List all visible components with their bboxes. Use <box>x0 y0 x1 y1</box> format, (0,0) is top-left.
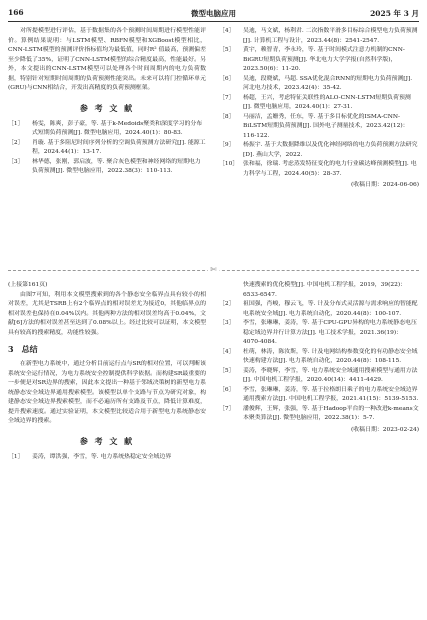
conclusion-paragraph: 对所提模型进行评估，基于数据集的各个预测时间周期进行模型性能评价。算例结果说明：与LSTM模型、RBFN模型和XGBoost模型相比，CNN-LSTM模型的预测评价指标值均为最低值，同时R² 值最高，预测偏差至少降低了35%，证明了CNN-LSTM模型的综合精度最高，性能最好。另外，本文提出的CNN-LSTM模型可以处理各个时间周期内的电力负荷数据，特别针对短期时间周期的负荷预测性能突出。未来可以将门控循环单元(GRU)与CNN相结合，开发出高精度的负荷预测框架。 <box>8 28 206 91</box>
reference-item: ［4］ 吴迪，马文斌，杨利君. 二次指数平滑多目标综合模型电力负荷预测[J]. 计算机工程与设计，2023.44(8)：2541-2547. <box>219 28 418 44</box>
page-number: 166 <box>8 8 24 17</box>
journal-title: 微型电脑应用 <box>191 9 236 18</box>
issue-date: 2025 年 3 月 <box>370 9 419 18</box>
reference-item: ［5］ 黄宇，赖智青，李永玲，等. 基于时间模式注意力机制的CNN-BiGRU短期负荷预测[J]. 华北电力大学学报(自然科学版)，2023.50(6)：11-20. <box>219 47 405 72</box>
reference-list <box>219 27 419 179</box>
received-date: (收稿日期：2024-06-06) <box>350 182 419 188</box>
results-paragraph: 由图7可知，利用本文模型搜索到的各个静态安全临界点具有较小的相对误差，尤其是TSRB上有2个临界点的相对误差尤为接近0，其他临界点的相对误差也保持在0.04%以内。其他两种方法的相对误差均高于0.04%，文献[6]方法的相对误差甚至达到了0.08%以上。经过比较可以证明，本文模型具有较高的搜索精度，功能性较强。 <box>8 291 206 336</box>
bottom-right-column <box>219 281 419 435</box>
reference-item: 快速搜索的优化模型[J]. 中国电机工程学报，2019，39(22)：6533-6547. <box>243 282 407 298</box>
page-header <box>8 8 419 22</box>
reference-item: ［6］ 李雪，张琳琳，姜涛，等. 基于拉格朗日乘子的电力系统安全域边界通用搜索方法[J]. 中国电机工程学报，2021.41(15)：5139-5153. <box>219 386 419 402</box>
references-title: 参 考 文 献 <box>79 435 135 446</box>
reference-item: ［3］ 林华德，张刚，郭启波，等. 聚合灰色模型和神经网络的短期电力负荷预测[J]. 微型电脑应用，2022.38(3)：110-113. <box>8 158 201 174</box>
reference-item: ［1］ 姜涛，谭洪强，李雪，等. 电力系统热稳定安全域边界 <box>8 453 172 460</box>
reference-item: ［9］ 杨振宇. 基于大数据降维以及优化神经网络的电力负荷预测方法研究[D]. 燕山大学，2022. <box>219 142 418 158</box>
reference-item: ［3］ 李雪，张琳琳，姜涛，等. 基于CPU-GPU异构的电力系统静态电压稳定域边界并行计算方法[J]. 电工技术学报，2021.36(19)：4070-4084. <box>219 320 417 345</box>
scissors-icon: ✄ <box>207 265 220 274</box>
continued-note: (上接第161页) <box>8 282 48 288</box>
header-rule <box>8 21 419 22</box>
reference-item: ［7］ 潘俊辉，王辉，张强，等. 基于Hadoop平台的一种改进k-means文本聚类算法[J]. 微型电脑应用，2022.38(1)：5-7. <box>219 405 419 421</box>
reference-item: ［4］ 杜萌，林涛，陈汝斯，等. 计及电网结构参数变化的有功静态安全域快速构建方法[J]. 电力系统自动化，2020.44(8)：108-115. <box>219 348 418 364</box>
reference-list <box>219 281 419 424</box>
reference-item: ［8］ 马丽洁，孟姗秀，任东，等. 基于多目标优化的ISMA-CNN-BiLSTM短期负荷预测[J]. 国外电子测量技术，2023.42(12)：116-122. <box>219 113 409 139</box>
received-date: (收稿日期：2023-02-24) <box>350 426 419 433</box>
reference-item: ［2］ 肖璇. 基于多阻尼时间序列分析的空调负荷预测方法研究[J]. 能源工程，2024.44(1)：13-17. <box>8 139 206 155</box>
reference-item: ［2］ 祖国强，肖峻，穆云飞，等. 计及分布式灵活源与需求响应的智能配电系统安全域[J]. 电力系统自动化，2020.44(8)：100-107. <box>219 301 418 317</box>
reference-item: ［10］ 张和福，徐瑞. 考虑蒸发特征变化的电力行业碳达峰预测模型[J]. 电力科学与工程，2024.40(5)：28-37. <box>219 161 417 177</box>
top-right-column <box>219 27 419 191</box>
article-divider <box>8 265 419 281</box>
reference-item: ［5］ 姜涛，李晓辉，李雪，等. 电力系统安全域通用搜索模型与通用方法[J]. 中国电机工程学报，2020.40(14)：4411-4429. <box>219 367 418 383</box>
reference-item: ［1］ 杨雯，陈爽，彭子豪，等. 基于k-Medoids聚类和深度学习的分布式短期负荷预测[J]. 微型电脑应用，2024.40(1)：80-83. <box>8 120 203 136</box>
reference-list <box>8 453 206 463</box>
reference-list <box>8 120 206 177</box>
top-left-column <box>8 27 206 177</box>
section-title: 3 总结 <box>8 344 38 354</box>
bottom-left-column <box>8 281 206 462</box>
reference-item: ［6］ 吴迪，段晓斌，马超. SSA优化混合RNN的短期电力负荷预测[J]. 河北电力技术，2023.42(4)：35-42. <box>219 75 413 91</box>
summary-paragraph: 在新型电力系统中，通过分析目前运行点与SR的相对位置，可以判断该系统安全运行情况，为电力系统安全控制提供科学依据。而构建SR最重要的一步便是对SR边界的搜索，因此本文提出一种基于邻域决策树的新型电力系统静态安全域边界通用搜索模型。该模型以单个支路与节点为研究对象，构建静态安全域边界搜索模型，而不必遍历所有支路及节点，降低计算难度，提升搜索速度。通过实验证明，本文模型比较适合用于新型电力系统静态安全域边界的搜索。 <box>8 361 206 424</box>
reference-item: ［7］ 杨超，王兴，考虑特征关联性的ALO-CNN-LSTM短期负荷预测[J]. 微型电脑应用，2024.40(1)：27-31. <box>219 94 411 110</box>
references-title: 参 考 文 献 <box>79 102 135 113</box>
